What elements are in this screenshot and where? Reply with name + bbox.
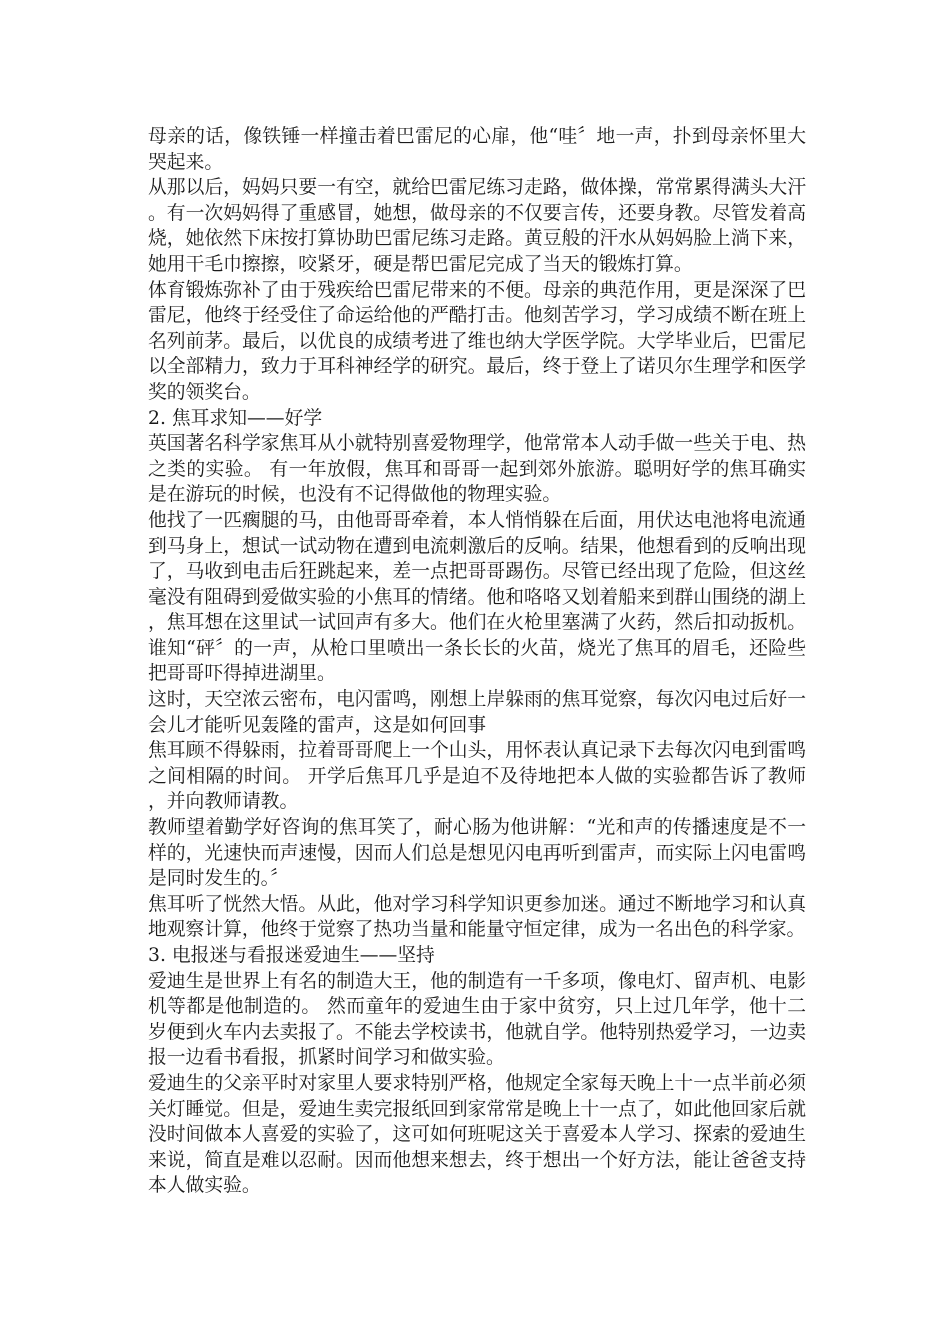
paragraph-barany-success: 体育锻炼弥补了由于残疾给巴雷尼带来的不便。母亲的典范作用，更是深深了巴雷尼，他终于经受住了命运给他的严酷打击。他刻苦学习，学习成绩不断在班上名列前茅。最后，以优良的成绩考进了维也纳大学医学院。大学毕业后，巴雷尼以全部精力，致力于耳科神经学的研究。最后，终于登上了诺贝尔生理学和医学奖的领奖台。 bbox=[148, 279, 806, 403]
paragraph-joule-recording: 焦耳顾不得躲雨，拉着哥哥爬上一个山头，用怀表认真记录下去每次闪电到雷鸣之间相隔的时间。 开学后焦耳几乎是迫不及待地把本人做的实验都告诉了教师，并向教师请教。 bbox=[148, 740, 806, 813]
paragraph-joule-experiments: 他找了一匹瘸腿的马，由他哥哥牵着，本人悄悄躲在后面，用伏达电池将电流通到马身上，想试一试动物在遭到电流刺激后的反响。结果，他想看到的反响出现了，马收到电击后狂跳起来，差一点把哥哥踢伤。尽管已经出现了危险，但这丝毫没有阻碍到爱做实验的小焦耳的情绪。他和咯咯又划着船来到群山围绕的湖上，焦耳想在这里试一试回声有多大。他们在火枪里塞满了火药，然后扣动扳机。谁知“砰〞的一声，从枪口里喷出一条长长的火苗，烧光了焦耳的眉毛，还险些把哥哥吓得掉进湖里。 bbox=[148, 509, 806, 685]
paragraph-mother-words: 母亲的话，像铁锤一样撞击着巴雷尼的心扉，他“哇〞地一声，扑到母亲怀里大哭起来。 bbox=[148, 126, 806, 173]
paragraph-teacher-explanation: 教师望着勤学好咨询的焦耳笑了，耐心肠为他讲解：“光和声的传播速度是不一样的，光速快而声速慢，因而人们总是想见闪电再听到雷声，而实际上闪电雷鸣是同时发生的。〞 bbox=[148, 817, 806, 890]
section-heading-edison: 3. 电报迷与看报迷爱迪生——坚持 bbox=[148, 945, 435, 966]
paragraph-joule-discovery: 焦耳听了恍然大悟。从此，他对学习科学知识更参加迷。通过不断地学习和认真地观察计算，他终于觉察了热功当量和能量守恒定律，成为一名出色的科学家。 bbox=[148, 893, 806, 941]
document-page bbox=[148, 124, 806, 1199]
paragraph-edison-intro: 爱迪生是世界上有名的制造大王，他的制造有一千多项，像电灯、留声机、电影机等都是他制造的。 然而童年的爱迪生由于家中贫穷，只上过几年学，他十二岁便到火车内去卖报了。不能去学校读书，他就自学。他特别热爱学习，一边卖报一边看书看报，抓紧时间学习和做实验。 bbox=[148, 970, 806, 1069]
paragraph-edison-father: 爱迪生的父亲平时对家里人要求特别严格，他规定全家每天晚上十一点半前必须关灯睡觉。但是，爱迪生卖完报纸回到家常常是晚上十一点了，如此他回家后就没时间做本人喜爱的实验了，这可如何班呢这关于喜爱本人学习、探索的爱迪生来说，简直是难以忍耐。因而他想来想去，终于想出一个好方法，能让爸爸支持本人做实验。 bbox=[148, 1072, 806, 1197]
section-heading-joule: 2. 焦耳求知——好学 bbox=[148, 407, 323, 429]
paragraph-joule-intro: 英国著名科学家焦耳从小就特别喜爱物理学，他常常本人动手做一些关于电、热之类的实验。 有一年放假，焦耳和哥哥一起到郊外旅游。聪明好学的焦耳确实是在游玩的时候，也没有不记得做他的物理实验。 bbox=[148, 433, 806, 506]
paragraph-mother-training: 从那以后，妈妈只要一有空，就给巴雷尼练习走路，做体操，常常累得满头大汗。有一次妈妈得了重感冒，她想，做母亲的不仅要言传，还要身教。尽管发着高烧，她依然下床按打算协助巴雷尼练习走路。黄豆般的汗水从妈妈脸上淌下来，她用干毛巾擦擦，咬紧牙，硬是帮巴雷尼完成了当天的锻炼打算。 bbox=[148, 177, 806, 275]
paragraph-joule-thunder: 这时，天空浓云密布，电闪雷鸣，刚想上岸躲雨的焦耳觉察，每次闪电过后好一会儿才能听见轰隆的雷声，这是如何回事 bbox=[148, 689, 806, 736]
